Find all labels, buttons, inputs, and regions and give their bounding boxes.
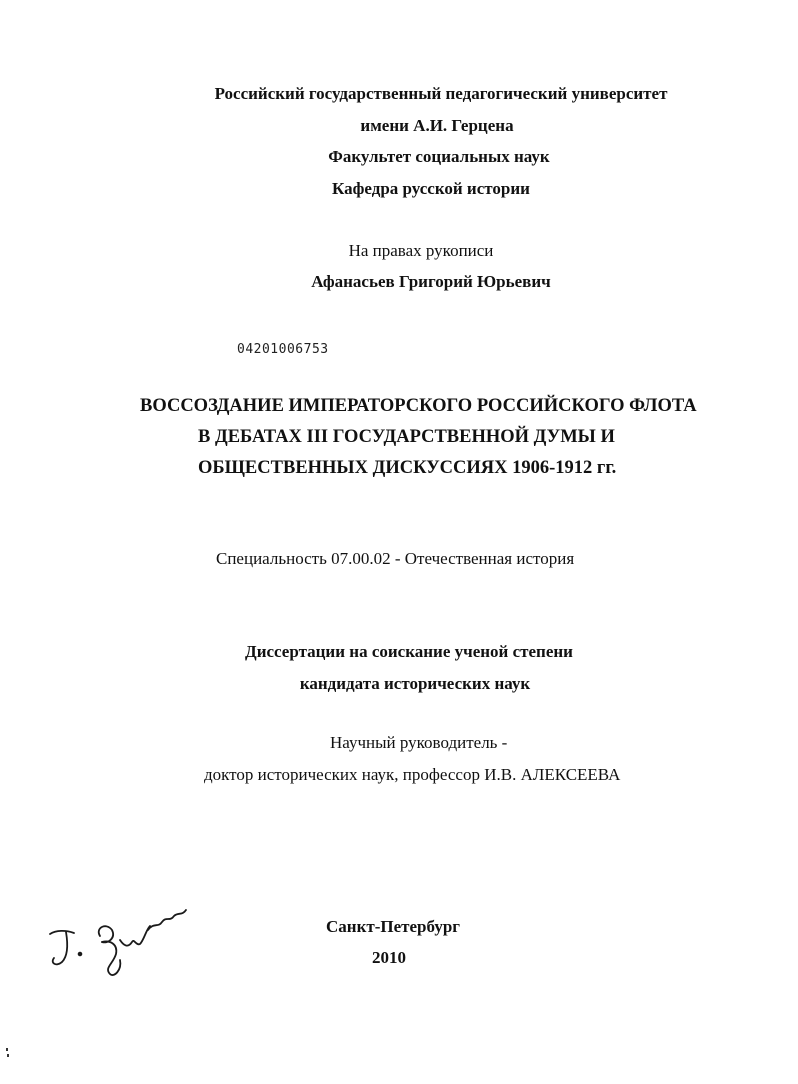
scan-speck bbox=[6, 1048, 9, 1058]
title-line-3: ОБЩЕСТВЕННЫХ ДИСКУССИЯХ 1906-1912 гг. bbox=[198, 458, 617, 478]
manuscript-note: На правах рукописи bbox=[348, 241, 494, 260]
year: 2010 bbox=[372, 948, 406, 967]
title-line-2: В ДЕБАТАХ III ГОСУДАРСТВЕННОЙ ДУМЫ И bbox=[198, 427, 615, 447]
university-line-1: Российский государственный педагогический университет bbox=[214, 84, 668, 103]
title-line-1: ВОССОЗДАНИЕ ИМПЕРАТОРСКОГО РОССИЙСКОГО ФЛОТА bbox=[140, 396, 697, 416]
city: Санкт-Петербург bbox=[326, 917, 461, 936]
author-name: Афанасьев Григорий Юрьевич bbox=[311, 272, 551, 291]
degree-line-1: Диссертации на соискание ученой степени bbox=[245, 642, 573, 661]
handwritten-signature bbox=[40, 900, 190, 980]
supervisor-name: доктор исторических наук, профессор И.В. АЛЕКСЕЕВА bbox=[204, 765, 621, 784]
department: Кафедра русской истории bbox=[332, 179, 530, 198]
supervisor-label: Научный руководитель - bbox=[330, 733, 508, 752]
specialty: Специальность 07.00.02 - Отечественная история bbox=[216, 549, 575, 568]
degree-line-2: кандидата исторических наук bbox=[299, 674, 531, 693]
university-line-2: имени А.И. Герцена bbox=[360, 116, 514, 135]
faculty: Факультет социальных наук bbox=[328, 147, 550, 166]
catalog-number: 04201006753 bbox=[237, 342, 329, 357]
